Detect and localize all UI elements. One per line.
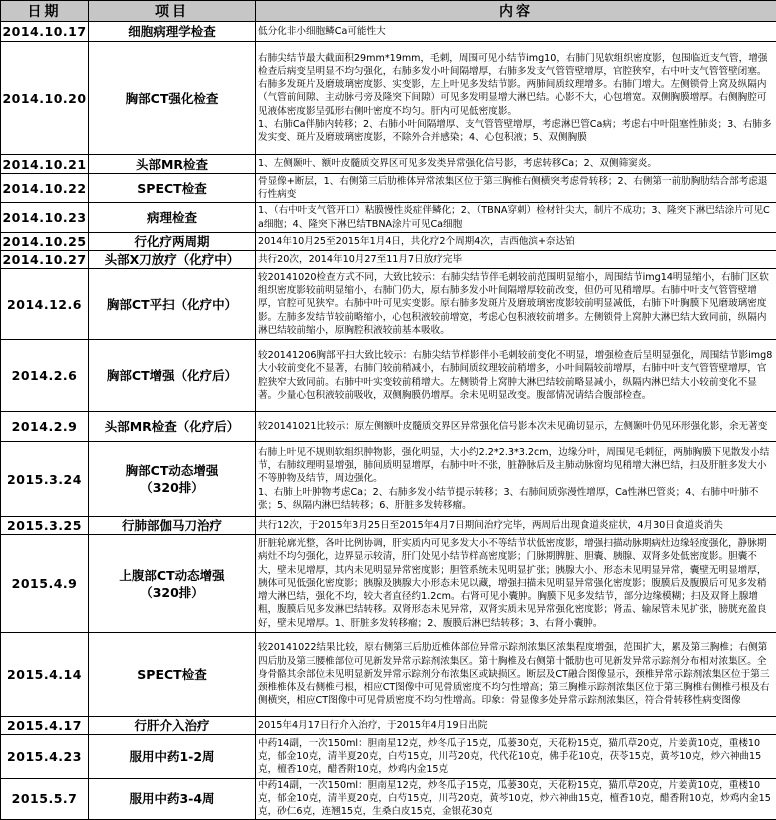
row-item: 服用中药1-2周 bbox=[89, 735, 256, 779]
row-item: 服用中药3-4周 bbox=[89, 779, 256, 820]
table-row bbox=[1, 633, 776, 717]
table-row bbox=[1, 517, 776, 535]
row-content: 右肺尖结节最大截面积29mm*19mm，毛刺，周围可见小结节img10，右肺门见软组织密度影，包围临近支气管，增强检查后病变呈明显不均匀强化，右肺多发小叶间隔增厚，右肺多发支气管管壁增厚，官腔狭窄，右中叶支气管管壁闭塞。右肺多发斑片及磨玻璃密度影、实变影，左上叶见多发结节影。两肺间质纹理增多。右肺门增大。左侧锁骨上窝及纵隔内（气管前间隙、主动脉弓旁及隆突下间隙）可见多发明显增大淋巴结。心影不大，心包增宽。双侧胸膜增厚。右侧胸腔可见液体密度影呈弧形右侧叶密度不均匀。肝内可见低密度影。 1、右肺Ca伴肺内转移；2、右肺小叶间隔增厚、支气管管壁增厚，考虑淋巴管Ca病；考虑右中叶阻塞性肺炎；3、右肺多发实变、斑片及磨玻璃密度影，不除外合并感染；4、心包积液；5、双侧胸膜 bbox=[256, 42, 776, 155]
row-date: 2014.10.22 bbox=[1, 174, 89, 203]
header-item: 项目 bbox=[89, 1, 256, 22]
table-row bbox=[1, 735, 776, 779]
table-row bbox=[1, 22, 776, 42]
row-date: 2015.3.25 bbox=[1, 517, 89, 535]
table-row bbox=[1, 203, 776, 233]
row-item: 胸部CT增强（化疗后） bbox=[89, 340, 256, 412]
row-content: 1、左侧颞叶、额叶皮髓质交界区可见多发类异常强化信号影，考虑转移Ca；2、双侧筛窦炎。 bbox=[256, 155, 776, 174]
table-row bbox=[1, 779, 776, 820]
row-item: 胸部CT动态增强 （320排） bbox=[89, 442, 256, 517]
row-item: 行肺部伽马刀治疗 bbox=[89, 517, 256, 535]
table-row bbox=[1, 42, 776, 155]
row-date: 2014.10.23 bbox=[1, 203, 89, 233]
row-date: 2015.4.14 bbox=[1, 633, 89, 717]
header-row bbox=[1, 1, 776, 22]
row-item: 胸部CT强化检查 bbox=[89, 42, 256, 155]
row-item: 胸部CT平扫（化疗中） bbox=[89, 269, 256, 340]
row-content: 中药14副，一次150ml：胆南星12克，炒冬瓜子15克，瓜蒌30克，天花粉15克，猫爪草20克，片姜黄10克，重楼10克，郁金10克，清半夏20克，白芍15克，川芎20克，代代花10克，佛手花10克，茯苓15克，黄芩10克，炒六神曲15克，檀香10克，醋香附10克，炒鸡内金15克 bbox=[256, 735, 776, 779]
row-date: 2014.10.21 bbox=[1, 155, 89, 174]
row-item: SPECT检查 bbox=[89, 174, 256, 203]
row-item: 细胞病理学检查 bbox=[89, 22, 256, 42]
row-content: 中药14副，一次150ml：胆南星12克，炒冬瓜子15克，瓜蒌30克，天花粉15克，猫爪草20克，片姜黄10克，重楼10克，郁金10克，清半夏20克，白芍15克，川芎20克，黄芩10克，炒六神曲15克，檀香10克，醋香附10克，炒鸡内金15克，砂仁6克，连翘15克，生桑白皮15克，金银花30克 bbox=[256, 779, 776, 820]
row-item: 病理检查 bbox=[89, 203, 256, 233]
table-row bbox=[1, 535, 776, 633]
row-item: 头部MR检查 bbox=[89, 155, 256, 174]
row-item: 行化疗两周期 bbox=[89, 233, 256, 251]
row-content: 2014年10月25至2015年1月4日，共化疗2个周期4次，吉西他滨+奈达铂 bbox=[256, 233, 776, 251]
row-content: 较20141022结果比较，原右侧第三后肋近椎体部位异常示踪剂浓集区浓集程度增强，范围扩大，累及第三胸椎；右侧第四后肋及第三腰椎部位可见新发异常示踪剂浓集区。第十胸椎及右侧第十骶肋也可见新发异常示踪剂分布相对浓集区。全身骨骼其余部位未见明显新发异常示踪剂分布浓集区或缺损区。断层及CT融合图像显示，颈椎异常示踪剂浓集区位于第三颈椎椎体及右侧椎弓根，相应CT图像中可见骨质密度不均匀性增高；第三胸椎示踪剂浓集区位于第三胸椎右侧椎弓根及右侧横突，相应CT图像中可见骨质密度不均匀性增高。印象：骨显像多处异常示踪剂浓集区，符合骨转移性病变图像 bbox=[256, 633, 776, 717]
table-row bbox=[1, 155, 776, 174]
table-row bbox=[1, 251, 776, 269]
table-row bbox=[1, 412, 776, 442]
row-item: 头部X刀放疗（化疗中） bbox=[89, 251, 256, 269]
table-row bbox=[1, 442, 776, 517]
row-content: 骨显像+断层，1、右侧第三后肋椎体异常浓集区位于第三胸椎右侧横突考虑骨转移；2、右侧第一前肋胸肋结合部考虑退行性病变 bbox=[256, 174, 776, 203]
row-content: 肝脏轮廓光整，各叶比例协调，肝实质内可见多发大小不等结节状低密度影，增强扫描动脉期病灶边缘轻度强化，静脉期病灶不均匀强化，边界显示较清，肝门处见小结节样高密度影；门脉期脾脏、胆囊、胰腺、双肾多处低密度影。胆囊不大，壁未见增厚，其内未见明显异常密度影；胆管系统未见明显扩张；胰腺大小、形态未见明显异常，囊壁无明显增厚，胰体可见低强化密度影；胰腺及胰腺大小形态未见以藏，增强扫描未见明显异常强化密度影；腹膜后及腹膜后可见多发稍增大淋巴结，强化不均，较大者直径约1.2cm。右肾可见小囊肿。胸膜下见多发结节，部分边缘模糊；扫及双肾上腺增粗，腹膜后见多发淋巴结转移。双肾形态未见异常，双肾实质未见异常强化密度影；肾盂、输尿管未见扩张，膀胱充盈良好，壁未见增厚。1、肝脏多发转移瘤；2、腹膜后淋巴结转移；3、右肾小囊肿。 bbox=[256, 535, 776, 633]
row-date: 2015.3.24 bbox=[1, 442, 89, 517]
table-row bbox=[1, 340, 776, 412]
row-date: 2014.10.20 bbox=[1, 42, 89, 155]
header-content: 内容 bbox=[256, 1, 776, 22]
row-content: 1、（右中叶支气管开口）粘膜慢性炎症伴鳞化；2、（TBNA穿刺）检材针尖大，制片不成功；3、隆突下淋巴结涂片可见Ca细胞；4、隆突下淋巴结TBNA涂片可见Ca细胞 bbox=[256, 203, 776, 233]
table-row bbox=[1, 717, 776, 735]
row-item: 头部MR检查（化疗后） bbox=[89, 412, 256, 442]
row-date: 2014.2.9 bbox=[1, 412, 89, 442]
row-content: 2015年4月17日行介入治疗，于2015年4月19日出院 bbox=[256, 717, 776, 735]
row-content: 右肺上叶见不规则软组织肿物影，强化明显，大小约2.2*2.3*3.2cm，边缘分叶，周围见毛刺征，两肺胸膜下见散发小结节，右肺纹理明显增强，肺间质明显增厚，右肺中叶不张，脏静脉后及主肺动脉窗均见稍增大淋巴结，扫及肝脏多发大小不等肿物及结节，周边强化。 1、右肺上叶肿物考虑Ca；2、右肺多发小结节提示转移；3、右肺间质弥漫性增厚，Ca性淋巴管炎；4、右肺中叶肺不张；5、纵隔内淋巴结转移；6、肝脏多发转移瘤。 bbox=[256, 442, 776, 517]
table-row bbox=[1, 233, 776, 251]
row-content: 低分化非小细胞鳞Ca可能性大 bbox=[256, 22, 776, 42]
row-date: 2015.4.23 bbox=[1, 735, 89, 779]
table-row bbox=[1, 174, 776, 203]
header-date: 日期 bbox=[1, 1, 89, 22]
row-content: 较20141021比较示：原左侧额叶皮髓质交界区异常强化信号影本次未见确切显示，左侧颞叶仍见环形强化影，余无著变 bbox=[256, 412, 776, 442]
row-date: 2015.4.17 bbox=[1, 717, 89, 735]
row-content: 共行20次，2014年10月27至11月7日放疗完毕 bbox=[256, 251, 776, 269]
row-content: 共行12次，于2015年3月25日至2015年4月7日期间治疗完毕，两周后出现食道炎症状，4月30日食道炎消失 bbox=[256, 517, 776, 535]
row-content: 较20141020检查方式不同，大致比较示：右肺尖结节伴毛刺较前范围明显缩小，周围结节img14明显缩小，右肺门区软组织密度影较前明显缩小，右肺门仍大，原右肺多发小叶间隔增厚较前改变，但仍可见稍增厚。右肺中叶支气管管壁增厚，官腔可见狭窄。右肺中叶可见实变影。原右肺多发斑片及磨玻璃密度影较前明显减低，右肺下叶胸膜下见磨玻璃密度影。左肺多发结节较前略缩小，心包积液较前增宽，考虑心包积液较前增多。左侧锁骨上窝肿大淋巴结大致同前，纵隔内淋巴结较前缩小，原胸腔积液较前基本吸收。 bbox=[256, 269, 776, 340]
row-content: 较20141206胸部平扫大致比较示：右肺尖结节样影伴小毛刺较前变化不明显，增强检查后呈明显强化，周围结节影img8大小较前变化不显著，右肺门较前稍减小，右肺间质纹理较前稍增多，小叶间隔较前增厚，右肺中叶支气管管壁增厚，官腔狭窄大致同前。右肺中叶实变较前稍增大。左侧锁骨上窝肿大淋巴结较前略显减小，纵隔内淋巴结大小较前变化不显著。少量心包积液较前吸收，双侧胸膜仍增厚。余未见明显改变。腹部情况请结合腹部检查。 bbox=[256, 340, 776, 412]
row-date: 2014.12.6 bbox=[1, 269, 89, 340]
row-date: 2014.10.25 bbox=[1, 233, 89, 251]
row-date: 2014.10.17 bbox=[1, 22, 89, 42]
table-row bbox=[1, 269, 776, 340]
row-date: 2014.2.6 bbox=[1, 340, 89, 412]
row-date: 2015.4.9 bbox=[1, 535, 89, 633]
row-date: 2014.10.27 bbox=[1, 251, 89, 269]
row-item: SPECT检查 bbox=[89, 633, 256, 717]
row-item: 上腹部CT动态增强 （320排） bbox=[89, 535, 256, 633]
row-date: 2015.5.7 bbox=[1, 779, 89, 820]
row-item: 行肝介入治疗 bbox=[89, 717, 256, 735]
